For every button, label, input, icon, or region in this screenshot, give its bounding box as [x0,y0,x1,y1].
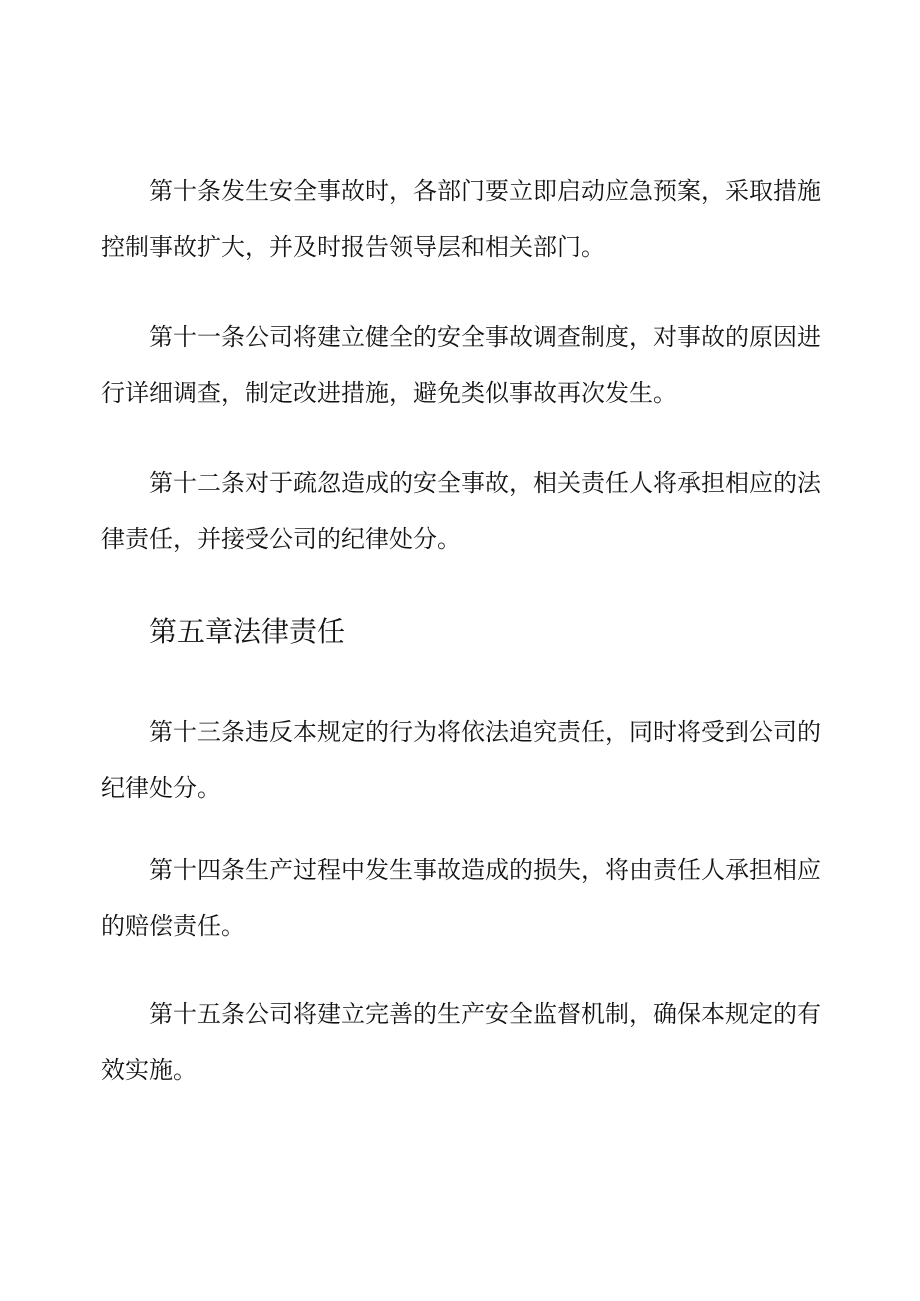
article-11-paragraph: 第十一条公司将建立健全的安全事故调查制度，对事故的原因进行详细调查，制定改进措施，避免类似事故再次发生。 [101,323,821,407]
article-10-paragraph: 第十条发生安全事故时，各部门要立即启动应急预案，采取措施控制事故扩大，并及时报告领导层和相关部门。 [101,177,821,261]
article-13-paragraph: 第十三条违反本规定的行为将依法追究责任，同时将受到公司的纪律处分。 [101,718,821,802]
chapter-heading: 第五章法律责任 [149,615,346,648]
article-12-paragraph: 第十二条对于疏忽造成的安全事故，相关责任人将承担相应的法律责任，并接受公司的纪律处分。 [101,469,821,553]
article-14-paragraph: 第十四条生产过程中发生事故造成的损失，将由责任人承担相应的赔偿责任。 [101,856,821,940]
article-15-paragraph: 第十五条公司将建立完善的生产安全监督机制，确保本规定的有效实施。 [101,1000,821,1084]
